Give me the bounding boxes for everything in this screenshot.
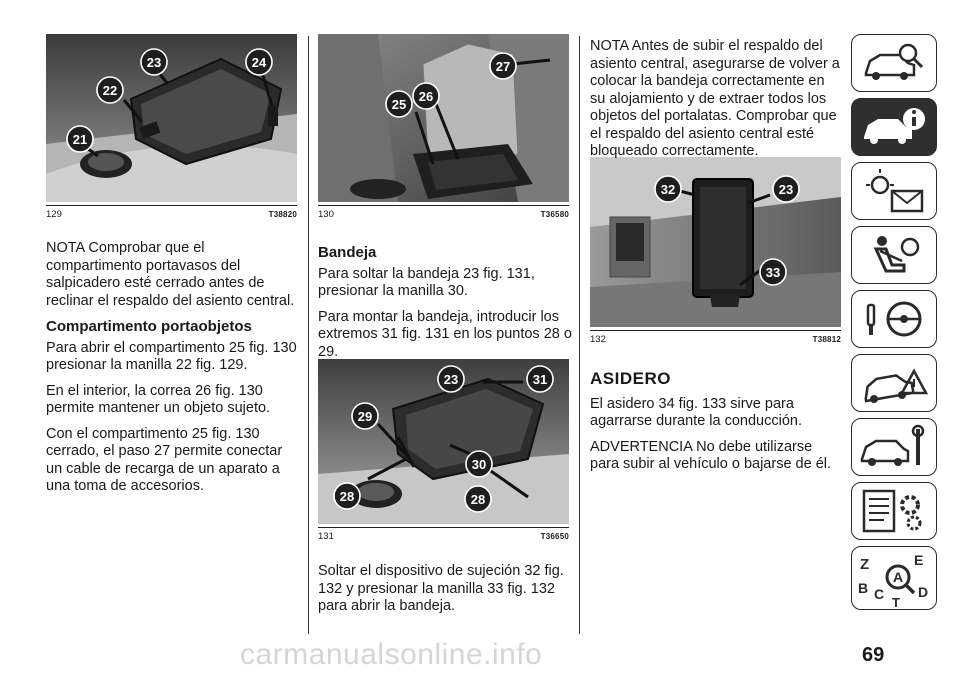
column-2-text-top: [318, 238, 573, 369]
callout-26: [413, 83, 439, 109]
svg-text:25: 25: [391, 97, 407, 112]
svg-text:32: 32: [660, 182, 676, 197]
callout-23: [773, 176, 799, 202]
figure-131-photo: [318, 359, 569, 524]
callout-23: [141, 49, 167, 75]
figure-130-photo: [318, 34, 569, 202]
paragraph: Para soltar la bandeja 23 fig. 131, presionar la manilla 30.: [318, 265, 535, 299]
steering-key-icon: [852, 291, 936, 347]
watermark: carmanualsonline.info: [240, 638, 543, 671]
figure-131: [318, 359, 569, 547]
figure-132: [590, 157, 841, 347]
figure-129: [46, 34, 297, 222]
tab-starting-driving[interactable]: [851, 290, 937, 348]
figure-129-photo: [46, 34, 297, 202]
callout-29: [352, 403, 378, 429]
section-heading: Bandeja: [318, 244, 377, 261]
figure-caption-rule: [318, 205, 569, 206]
svg-text:D: D: [918, 584, 929, 600]
paragraph: Para montar la bandeja, introducir los extremos 31 fig. 131 en los puntos 28 o 29.: [318, 308, 572, 360]
svg-text:23: 23: [443, 372, 459, 387]
svg-text:A: A: [893, 569, 904, 585]
paragraph: En el interior, la correa 26 fig. 130 permite mantener un objeto sujeto.: [46, 382, 271, 416]
svg-text:28: 28: [339, 489, 355, 504]
tab-safety[interactable]: [851, 226, 937, 284]
figure-code: T38820: [268, 210, 297, 219]
svg-text:C: C: [874, 586, 885, 602]
figure-130: [318, 34, 569, 222]
callout-24: [246, 49, 272, 75]
car-service-icon: [852, 419, 936, 475]
car-search-icon: [852, 35, 936, 91]
svg-text:30: 30: [471, 457, 487, 472]
callout-28: [465, 486, 491, 512]
figure-caption-rule: [590, 330, 841, 331]
figure-number: 130: [318, 209, 334, 220]
callout-27: [490, 53, 516, 79]
tab-emergency[interactable]: [851, 354, 937, 412]
svg-text:29: 29: [357, 409, 373, 424]
airbag-seat-icon: [852, 227, 936, 283]
svg-text:Z: Z: [860, 556, 870, 573]
callout-32: [655, 176, 681, 202]
figure-code: T36580: [540, 210, 569, 219]
figure-code: T38812: [812, 335, 841, 344]
specifications-icon: [852, 483, 936, 539]
figure-132-photo: [590, 157, 841, 327]
column-2-text-bottom: [318, 563, 573, 624]
callout-30: [466, 451, 492, 477]
figure-code: T36650: [540, 532, 569, 541]
column-divider: [308, 36, 309, 634]
callout-31: [527, 366, 553, 392]
svg-text:22: 22: [102, 83, 118, 98]
svg-text:31: 31: [532, 372, 548, 387]
paragraph: Soltar el dispositivo de sujeción 32 fig. 132 y presionar la manilla 33 fig. 132 para abrir la bandeja.: [318, 563, 564, 614]
svg-text:24: 24: [251, 55, 267, 70]
note-cupholder: NOTA Comprobar que el compartimento portavasos del salpicadero esté cerrado antes de reclinar el respaldo del asiento central.: [46, 240, 295, 309]
svg-text:E: E: [914, 552, 924, 568]
paragraph: Con el compartimento 25 fig. 130 cerrado, el paso 27 permite conectar un cable de recarga de un aparato a una toma de accesorios.: [46, 425, 283, 494]
column-1-text: [46, 240, 301, 504]
car-breakdown-icon: [852, 355, 936, 411]
tab-servicing[interactable]: [851, 418, 937, 476]
svg-text:T: T: [892, 595, 900, 609]
column-divider: [579, 36, 580, 634]
warning-light-message-icon: [852, 163, 936, 219]
tab-warning-lights[interactable]: [851, 162, 937, 220]
tab-instrument-panel[interactable]: [851, 98, 937, 156]
section-heading: ASIDERO: [590, 369, 671, 388]
figure-caption-rule: [318, 527, 569, 528]
svg-text:B: B: [858, 580, 869, 596]
svg-text:33: 33: [765, 265, 781, 280]
paragraph: Para abrir el compartimento 25 fig. 130 presionar la manilla 22 fig. 129.: [46, 339, 297, 373]
svg-text:23: 23: [778, 182, 794, 197]
car-info-icon: [852, 99, 936, 155]
callout-25: [386, 91, 412, 117]
tab-technical-data[interactable]: [851, 482, 937, 540]
figure-number: 129: [46, 209, 62, 220]
note-seat-back: NOTA Antes de subir el respaldo del asiento central, asegurarse de volver a colocar la bandeja correctamente en su alojamiento y de extraer todos los objetos del portalatas. Comprobar que el respaldo del asiento central esté bloqueado correctamente.: [590, 38, 840, 159]
section-heading: Compartimento portaobjetos: [46, 318, 252, 335]
column-3-text-top: [590, 38, 842, 169]
figure-number: 132: [590, 334, 606, 345]
column-3-text-bottom: [590, 348, 842, 482]
tab-index[interactable]: [851, 546, 937, 610]
index-search-icon: [852, 547, 936, 609]
callout-22: [97, 77, 123, 103]
figure-number: 131: [318, 531, 334, 542]
tab-knowing-vehicle[interactable]: [851, 34, 937, 92]
paragraph: ADVERTENCIA No debe utilizarse para subir al vehículo o bajarse de él.: [590, 438, 832, 472]
page-number: 69: [862, 644, 885, 666]
callout-28: [334, 483, 360, 509]
svg-text:26: 26: [418, 89, 434, 104]
callout-33: [760, 259, 786, 285]
figure-caption-rule: [46, 205, 297, 206]
svg-text:28: 28: [470, 492, 486, 507]
svg-text:27: 27: [495, 59, 511, 74]
callout-21: [67, 126, 93, 152]
svg-text:23: 23: [146, 55, 162, 70]
svg-text:21: 21: [72, 132, 88, 147]
paragraph: El asidero 34 fig. 133 sirve para agarrarse durante la conducción.: [590, 395, 802, 429]
callout-23: [438, 366, 464, 392]
